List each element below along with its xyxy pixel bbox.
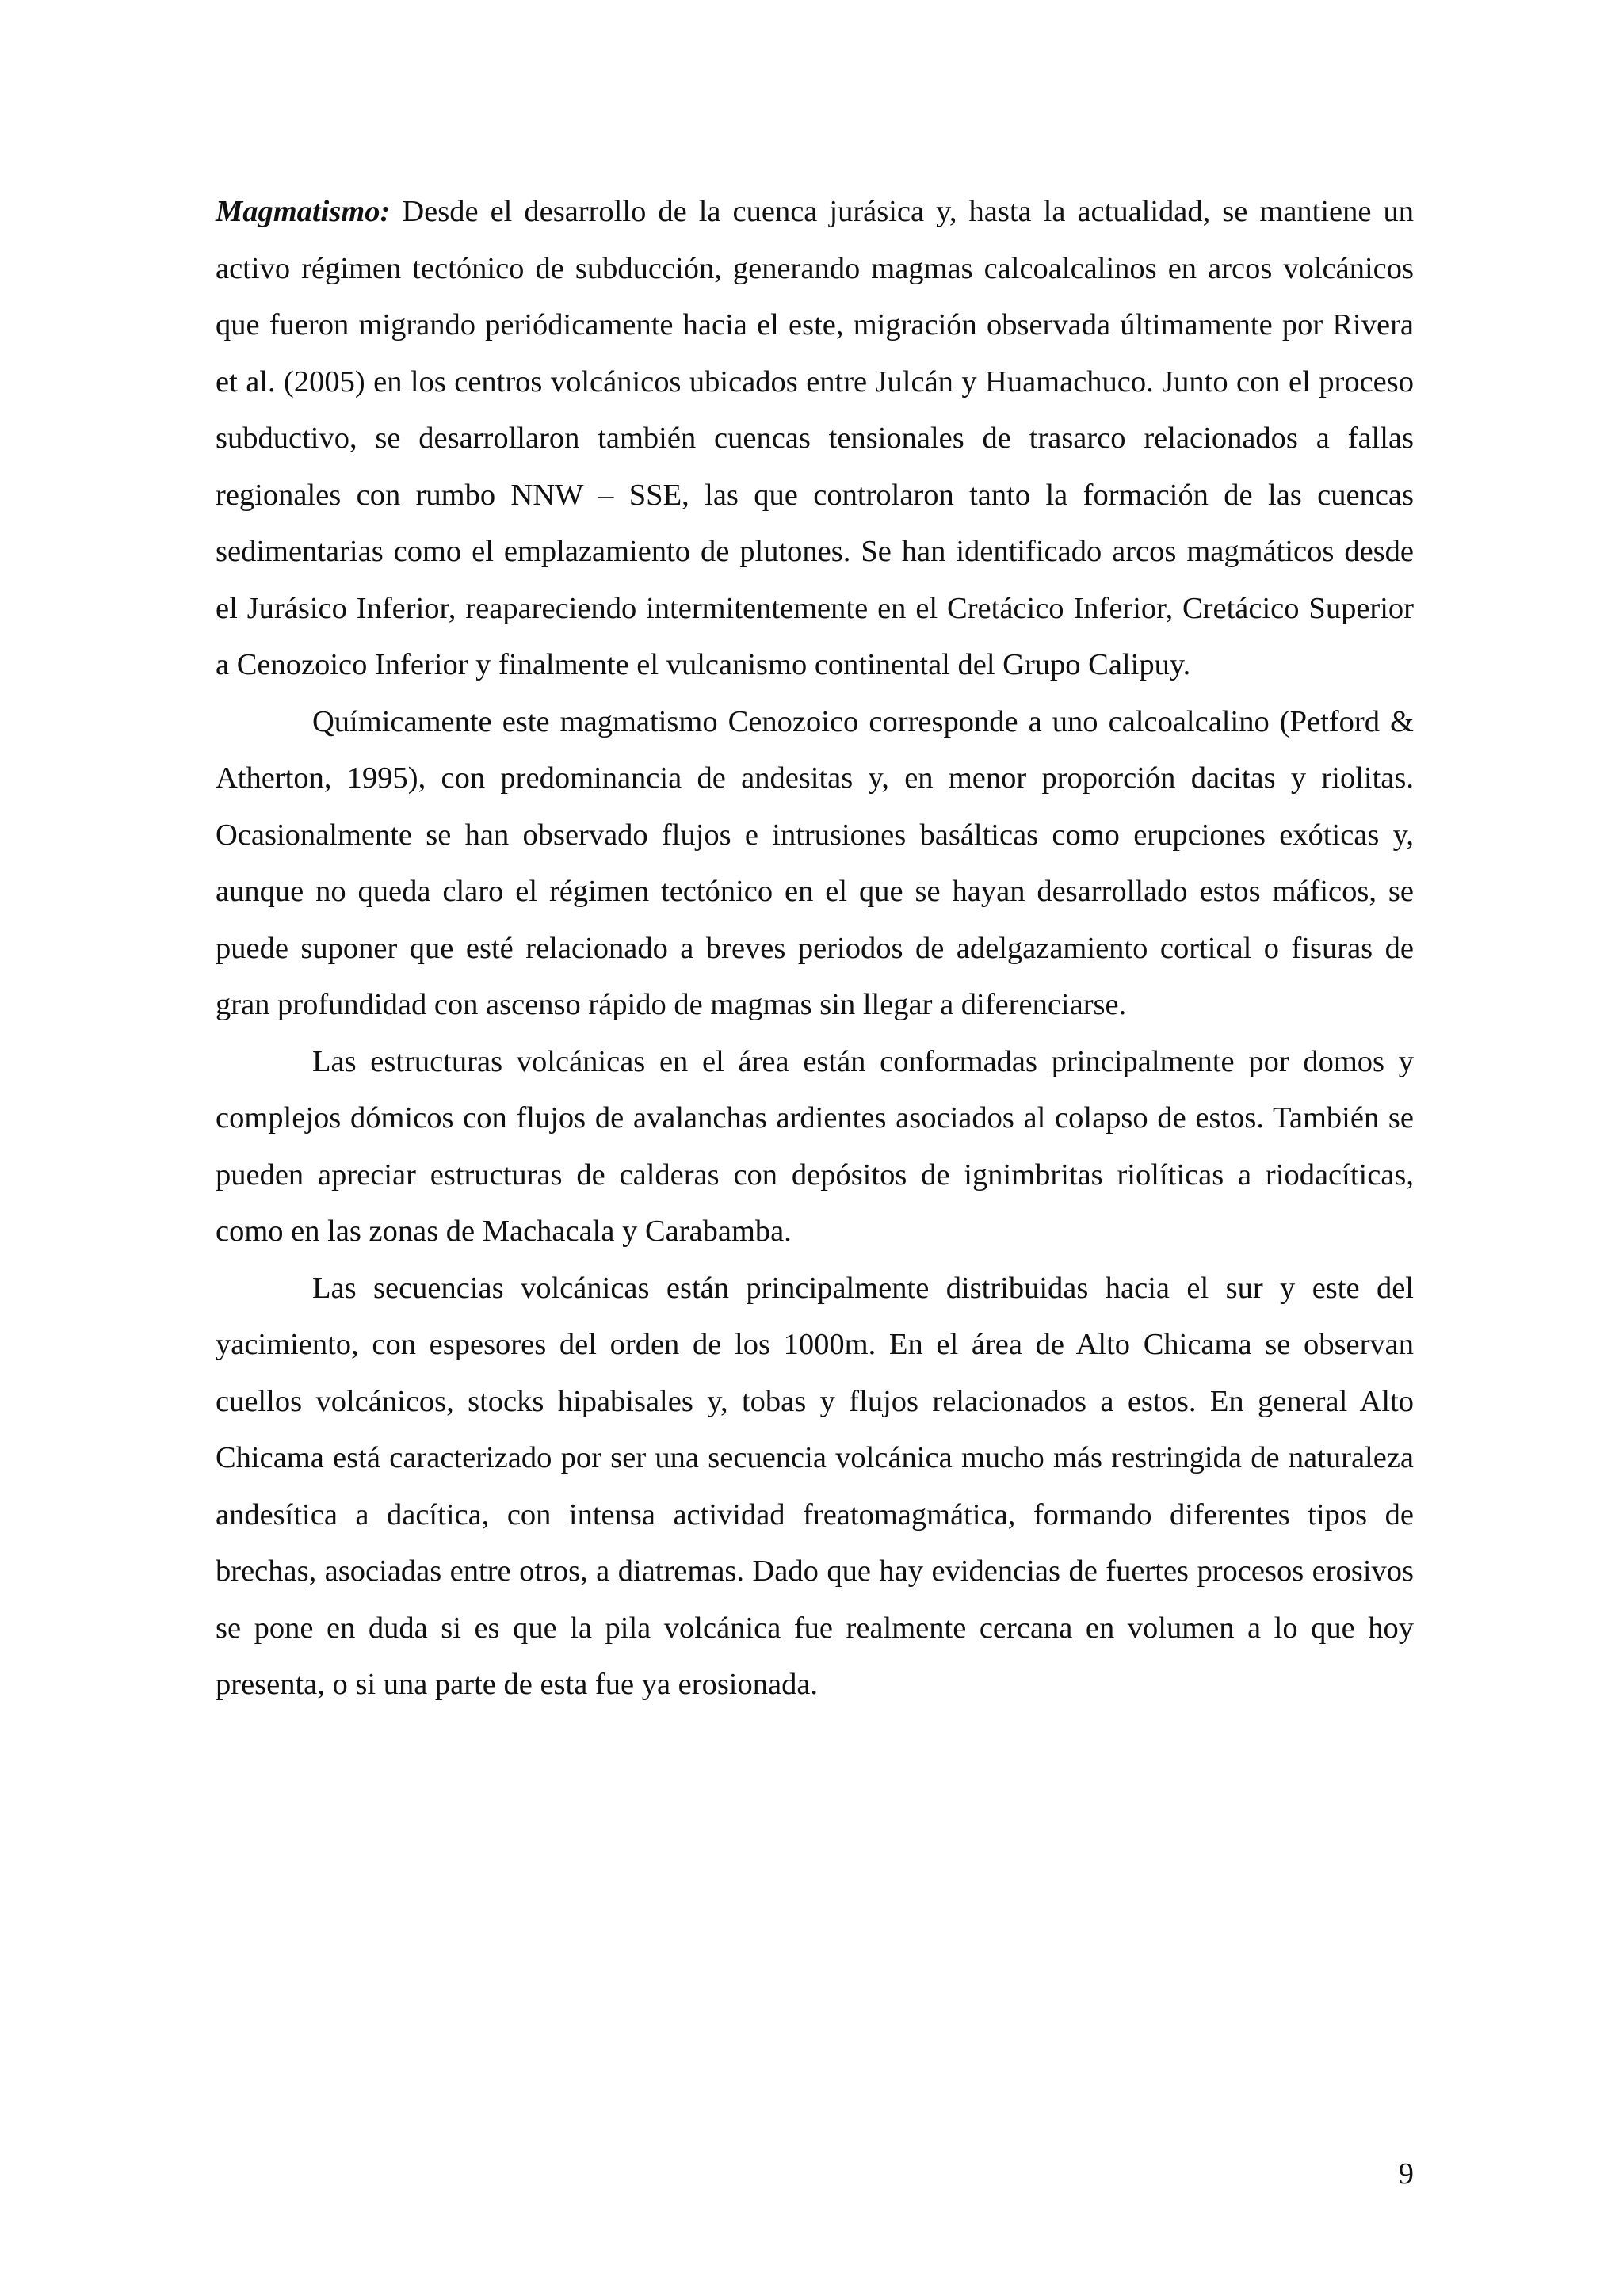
paragraph-secuencias: Las secuencias volcánicas están principalmente distribuidas hacia el sur y este del yacimiento, con espesores del orden de los 1000m. En el área de Alto Chicama se observan cuellos volcánicos, stocks hipabisales y, tobas y flujos relacionados a estos. En general Alto Chicama está caracterizado por ser una secuencia volcánica mucho más restringida de naturaleza andesítica a dacítica, con intensa actividad freatomagmática, formando diferentes tipos de brechas, asociadas entre otros, a diatremas. Dado que hay evidencias de fuertes procesos erosivos se pone en duda si es que la pila volcánica fue realmente cercana en volumen a lo que hoy presenta, o si una parte de esta fue ya erosionada. xyxy=(216,1271,1414,1701)
paragraph-quimicamente: Químicamente este magmatismo Cenozoico corresponde a uno calcoalcalino (Petford & Atherton, 1995), con predominancia de andesitas y, en menor proporción dacitas y riolitas. Ocasionalmente se han observado flujos e intrusiones basálticas como erupciones exóticas y, aunque no queda claro el régimen tectónico en el que se hayan desarrollado estos máficos, se puede suponer que esté relacionado a breves periodos de adelgazamiento cortical o fisuras de gran profundidad con ascenso rápido de magmas sin llegar a diferenciarse. xyxy=(216,704,1414,1021)
paragraph-text: Desde el desarrollo de la cuenca jurásica y, hasta la actualidad, se mantiene un activo régimen tectónico de subducción, generando magmas calcoalcalinos en arcos volcánicos que fueron migrando periódicamente hacia el este, migración observada últimamente por Rivera et al. (2005) en los centros volcánicos ubicados entre Julcán y Huamachuco. Junto con el proceso subductivo, se desarrollaron también cuencas tensionales de trasarco relacionados a fallas regionales con rumbo NNW – SSE, las que controlaron tanto la formación de las cuencas sedimentarias como el emplazamiento de plutones. Se han identificado arcos magmáticos desde el Jurásico Inferior, reapareciendo intermitentemente en el Cretácico Inferior, Cretácico Superior a Cenozoico Inferior y finalmente el vulcanismo continental del Grupo Calipuy. xyxy=(216,195,1414,681)
paragraph-estructuras: Las estructuras volcánicas en el área están conformadas principalmente por domos y complejos dómicos con flujos de avalanchas ardientes asociados al colapso de estos. También se pueden apreciar estructuras de calderas con depósitos de ignimbritas riolíticas a riodacíticas, como en las zonas de Machacala y Carabamba. xyxy=(216,1044,1414,1248)
document-body xyxy=(216,184,1414,1714)
paragraph-magmatismo xyxy=(216,184,1414,694)
section-heading: Magmatismo: xyxy=(216,195,391,228)
page-number: 9 xyxy=(1398,2157,1414,2191)
